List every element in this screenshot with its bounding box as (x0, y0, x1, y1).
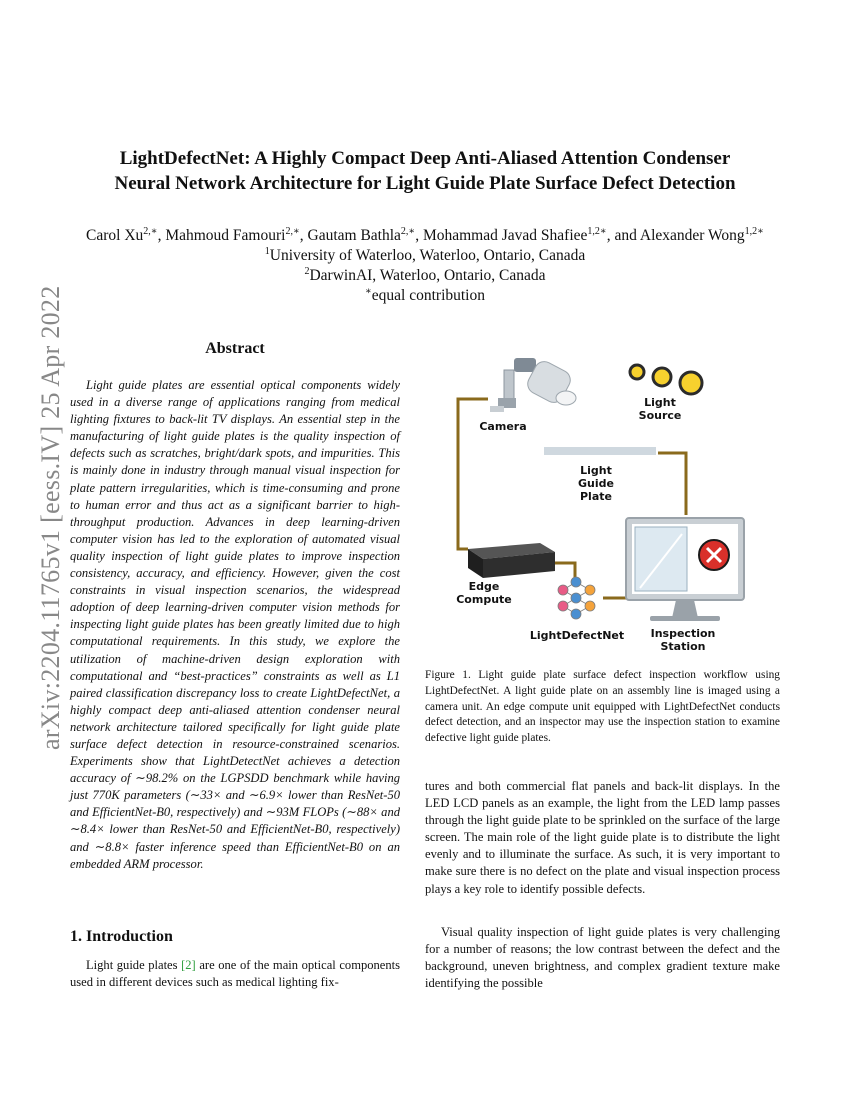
camera-icon (490, 358, 576, 412)
affiliation-text: equal contribution (371, 287, 485, 304)
label-inspection-station: Inspection Station (650, 627, 716, 653)
figure-1 (440, 350, 800, 660)
wire-plate-to-station (658, 453, 686, 515)
edge-compute-icon (468, 543, 555, 578)
section-heading-introduction: 1. Introduction (70, 928, 173, 945)
affiliation-text: University of Waterloo, Waterloo, Ontario, Canada (269, 247, 586, 264)
author-affiliation-mark: 2,∗ (285, 225, 300, 237)
label-light-guide-plate: Light Guide Plate (578, 464, 614, 503)
author-name: Carol Xu (86, 227, 144, 244)
paper-title (60, 146, 790, 196)
author-affiliation-mark: 2,∗ (400, 225, 416, 237)
label-edge-compute: Edge Compute (456, 580, 512, 606)
citation-link[interactable]: [2] (181, 958, 196, 972)
title-line-1: LightDefectNet: A Highly Compact Deep Anti-Aliased Attention Condenser (119, 148, 731, 169)
right-column-paragraph-2: Visual quality inspection of light guide plates is very challenging for a number of reasons; the low contrast between the defect and the background, uneven brightness, and complex gradient texture make identifying the possible (425, 925, 780, 991)
author-name: Gautam Bathla (307, 227, 401, 244)
affiliation (40, 266, 810, 286)
abstract-heading: Abstract (205, 340, 265, 357)
arxiv-stamp: arXiv:2204.11765v1 [eess.IV] 25 Apr 2022 (36, 285, 65, 750)
affiliation-mark: 2 (304, 265, 310, 277)
author-list: Carol $Xu^{2,∗}$, Mahmoud Famouri$^{2,∗}$, Gautam Bathla$^{2,∗}$, Mohammad Javad Shafiee$^{1,2∗}$, and Alexander Wong$^{1,2∗}$ (86, 225, 764, 244)
affiliation-text: DarwinAI, Waterloo, Ontario, Canada (309, 267, 546, 284)
author-name: Mahmoud Famouri (165, 227, 286, 244)
abstract-body: Light guide plates are essential optical components widely used in a diverse range of applications ranging from medical lighting fixtures to back-lit TV displays. An essential step in the manufacturing of light guide plates is the quality inspection of defects such as scratches, bright/dark spots, and impurities. This is mainly done in industry through manual visual inspection for plate pattern irregularities, which is time-consuming and prone to human error and thus act as a significant barrier to high-throughput production. Advances in deep learning-driven computer vision has led to the exploration of automated visual quality inspection of light guide plates to improve inspection consistency, accuracy, and efficiency. However, given the cost constraints in visual inspection scenarios, the widespread adoption of deep learning-driven computer vision methods for inspecting light guide plates has been greatly limited due to high computational requirements. In this study, we explore the utilization of machine-driven design exploration with computational and “best-practices” constraints as well as L1 paired classification discrepancy loss to create LightDefectNet, a highly compact deep anti-aliased attention condenser neural network architecture tailored specifically for light guide plate surface defect detection in resource-constrained scenarios. Experiments show that LightDetectNet achieves a detection accuracy of ∼98.2% on the LGPSDD benchmark while having just 770K parameters (∼33× and ∼6.9× lower than ResNet-50 and EfficientNet-B0, respectively) and ∼93M FLOPs (∼88× and ∼8.4× lower than ResNet-50 and EfficientNet-B0, respectively) and ∼8.8× faster inference speed than EfficientNet-B0 on an embedded ARM processor. (70, 378, 400, 871)
introduction-paragraph (70, 957, 400, 991)
author-affiliation-mark: 1,2∗ (587, 225, 607, 237)
affiliation (40, 246, 810, 266)
author-block (40, 226, 810, 306)
light-guide-plate-icon (544, 447, 656, 455)
author-affiliation-mark: 2,∗ (143, 225, 158, 237)
figure-caption: Figure 1. Light guide plate surface defect inspection workflow using LightDefectNet. A light guide plate on an assembly line is imaged using a camera unit. An edge compute unit equipped with LightDefectNet conducts defect detection, and an inspector may use the inspection station to examine defective light guide plates. (425, 669, 780, 745)
right-column-paragraph-1: tures and both commercial flat panels and back-lit displays. In the LED LCD panels as an example, the light from the LED lamp passes through the light guide plate to be sprinkled on the surface of the large screen. The main role of the light guide plate is to distribute the light evenly and to illuminate the surface. As such, it is very important to make sure there is no defect on the plate and visual inspection process plays a key role to identify possible defects. (425, 779, 780, 896)
light-source-icon (630, 365, 702, 394)
author-name: Alexander Wong (639, 227, 745, 244)
inspection-station-icon (626, 518, 744, 621)
affiliation (40, 286, 810, 306)
title-line-2: Neural Network Architecture for Light Guide Plate Surface Defect Detection (114, 173, 736, 194)
author-affiliation-mark: 1,2∗ (744, 225, 764, 237)
label-camera: Camera (479, 420, 527, 433)
label-lightdefectnet: LightDefectNet (529, 629, 625, 642)
label-light-source: Light Source (638, 396, 682, 422)
author-and: and (614, 227, 637, 244)
intro-text-end: are one of the main optical components used in different devices such as medical lighting fix- (70, 958, 400, 990)
intro-text-start: Light guide plates (86, 958, 182, 972)
wire-compute-to-net (555, 563, 575, 580)
neural-network-icon (558, 577, 595, 619)
workflow-diagram (440, 350, 800, 660)
author-name: Mohammad Javad Shafiee (422, 227, 588, 244)
affiliation-mark: 1 (264, 245, 270, 257)
affiliation-mark: ∗ (364, 285, 372, 297)
